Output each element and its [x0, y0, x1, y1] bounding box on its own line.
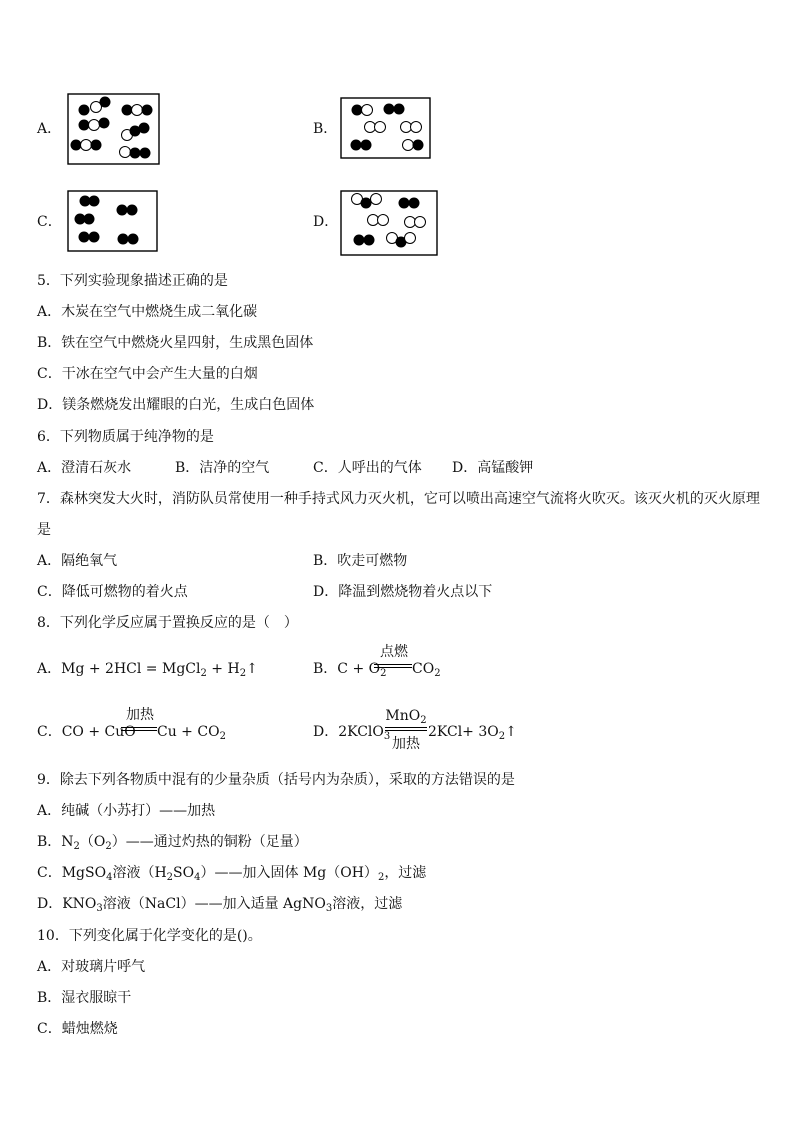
q8-c-rhs: Cu + CO	[157, 724, 220, 740]
molecule-diagram-a	[67, 93, 160, 165]
q10-option-b: B．湿衣服晾干	[37, 990, 132, 1006]
q5-option-a: A．木炭在空气中燃烧生成二氧化碳	[37, 304, 258, 320]
q9-b-post: ）——通过灼热的铜粉（足量）	[111, 834, 308, 850]
q9-c-s4: 2	[377, 872, 385, 883]
q10-option-a: A．对玻璃片呼气	[37, 959, 146, 975]
q8-d-lhs: 2KClO	[338, 724, 384, 740]
q10-option-c: C．蜡烛燃烧	[37, 1021, 118, 1037]
option-b-label: B．	[313, 121, 338, 137]
q8-a-sub1: 2	[200, 668, 207, 679]
q9-c-s2: 2	[166, 872, 174, 883]
q9-c-s3: 4	[194, 872, 201, 883]
q9-c-pre: C．MgSO	[37, 865, 107, 881]
q8-d-catalyst	[383, 708, 429, 726]
q8-d-condition: 加热	[392, 736, 420, 752]
q9-d-pre: D．KNO	[37, 896, 97, 912]
q9-d-s2: 3	[325, 903, 333, 914]
option-c-label: C．	[37, 214, 62, 230]
q8-b-condition: 点燃	[380, 644, 408, 660]
molecule-diagram-b	[340, 97, 431, 159]
q8-d-sub2: 2	[498, 731, 506, 742]
q8-option-d	[313, 723, 390, 743]
q10-stem: 10．下列变化属于化学变化的是()。	[37, 928, 262, 944]
q9-b-s2: 2	[105, 841, 112, 852]
q5-stem: 5．下列实验现象描述正确的是	[37, 273, 228, 289]
q8-d-top-sub: 2	[420, 715, 427, 726]
q8-option-b	[313, 660, 387, 680]
q5-option-d: D．镁条燃烧发出耀眼的白光，生成白色固体	[37, 397, 315, 413]
q6-option-c: C．人呼出的气体	[313, 460, 422, 476]
q9-option-b	[37, 833, 308, 853]
q9-d-post: 溶液，过滤	[332, 896, 403, 912]
q8-b-sub2: 2	[434, 668, 441, 679]
q9-b-s1: 2	[73, 841, 80, 852]
q8-d-equals-sign	[385, 727, 427, 731]
q8-b-label: B．	[313, 661, 338, 677]
q6-option-b: B．洁净的空气	[175, 460, 270, 476]
q8-b-product	[412, 660, 441, 680]
q9-c-mid3: ）——加入固体 Mg（OH）	[200, 865, 378, 881]
q9-stem: 9．除去下列各物质中混有的少量杂质（括号内为杂质），采取的方法错误的是	[37, 772, 515, 788]
q8-a-label: A．	[37, 661, 62, 677]
q8-c-condition: 加热	[126, 707, 154, 723]
q8-d-sub1: 3	[383, 731, 391, 742]
q9-d-mid: 溶液（NaCl）——加入适量 AgNO	[102, 896, 326, 912]
q8-a-sub2: 2	[239, 668, 247, 679]
q8-c-lhs: CO + CuO	[61, 724, 136, 740]
q8-c-sub: 2	[219, 731, 226, 742]
q6-option-d: D．高锰酸钾	[452, 460, 534, 476]
q9-c-s1: 4	[106, 872, 113, 883]
q8-option-a	[37, 660, 258, 680]
q9-c-mid2: SO	[173, 865, 195, 881]
q9-c-mid1: 溶液（H	[112, 865, 167, 881]
q9-d-s1: 3	[96, 903, 103, 914]
q8-b-lhs: C + O	[337, 661, 381, 677]
q8-d-rhs: 2KCl+ 3O	[428, 724, 499, 740]
q9-option-c	[37, 864, 426, 884]
molecule-diagram-c	[67, 190, 158, 252]
q7-option-c: C．降低可燃物的着火点	[37, 584, 188, 600]
q6-option-a: A．澄清石灰水	[37, 460, 132, 476]
option-d-label: D．	[313, 214, 339, 230]
q9-c-post: ，过滤	[384, 865, 427, 881]
q8-a-lhs: Mg + 2HCl = MgCl	[61, 661, 201, 677]
q8-stem: 8．下列化学反应属于置换反应的是（ ）	[37, 615, 298, 631]
q7-option-b: B．吹走可燃物	[313, 553, 408, 569]
q9-option-d	[37, 895, 402, 915]
option-a-label: A．	[37, 121, 62, 137]
q7-option-a: A．隔绝氧气	[37, 553, 118, 569]
q8-b-equals-sign	[374, 664, 412, 668]
q8-b-sub1: 2	[380, 668, 387, 679]
q9-option-a: A．纯碱（小苏打）——加热	[37, 803, 216, 819]
q8-d-label: D．	[313, 724, 339, 740]
q8-c-product	[157, 723, 226, 743]
q5-option-c: C．干冰在空气中会产生大量的白烟	[37, 366, 258, 382]
q8-d-top: MnO	[385, 708, 421, 724]
q7-option-d: D．降温到燃烧物着火点以下	[313, 584, 493, 600]
q6-stem: 6．下列物质属于纯净物的是	[37, 429, 214, 445]
q9-b-mid: （O	[79, 834, 106, 850]
q5-option-b: B．铁在空气中燃烧火星四射，生成黑色固体	[37, 335, 314, 351]
q8-a-tail: ↑	[246, 661, 258, 677]
q8-a-mid: + H	[206, 661, 240, 677]
q8-option-c	[37, 723, 136, 741]
q7-stem-line2: 是	[37, 522, 51, 538]
q9-b-pre: B．N	[37, 834, 74, 850]
q8-d-product	[428, 723, 517, 743]
q8-b-rhs: CO	[412, 661, 435, 677]
molecule-diagram-d	[340, 190, 438, 256]
q8-c-equals-sign	[121, 727, 157, 731]
q8-c-label: C．	[37, 724, 62, 740]
q8-d-tail: ↑	[505, 724, 517, 740]
q7-stem-line1: 7．森林突发大火时，消防队员常使用一种手持式风力灭火机，它可以喷出高速空气流将火吹灭。该灭火机的灭火原理	[37, 491, 760, 507]
